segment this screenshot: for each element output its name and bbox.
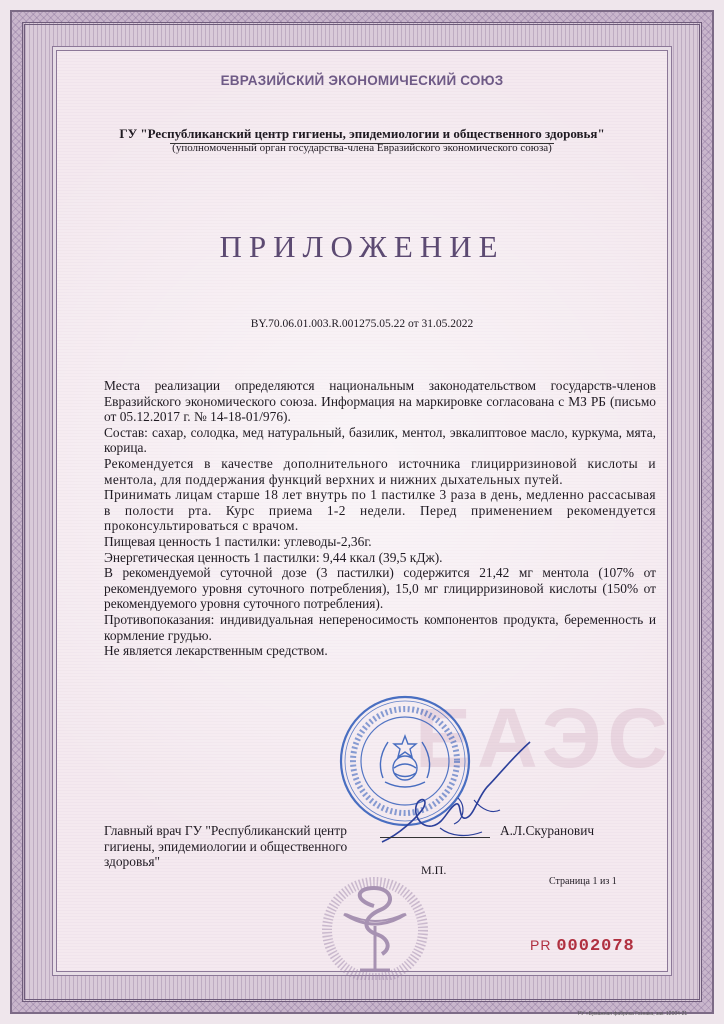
handwritten-signature [370,740,540,860]
paragraph-sales: Места реализации определяются национальным законодательством государств-членов Евразийского экономического союза. Информация на маркировке согласована с МЗ РБ (письмо от 05.12.2017 г. № 14-18-01/976). [104,378,656,425]
paragraph-dosage: Принимать лицам старше 18 лет внутрь по 1 пастилке 3 раза в день, медленно рассасывая в полости рта. Курс приема 1-2 недели. Перед применением рекомендуется проконсультироваться с врачом. [104,487,656,534]
document-heading: ПРИЛОЖЕНИЕ [219,229,505,264]
printer-note: РУ «Бумажная фабрика Гознака, зак. 12004-21 [578,1011,688,1017]
paragraph-nutrition: Пищевая ценность 1 пастилки: углеводы-2,36г. [104,533,372,549]
paragraph-energy: Энергетическая ценность 1 пастилки: 9,44 ккал (39,5 кДж). [104,549,443,565]
body-text [104,378,656,659]
organization-name: ГУ "Республиканский центр гигиены, эпидемиологии и общественного здоровья" [119,126,605,141]
seal-label: М.П. [421,863,447,877]
signature-line [380,837,490,838]
organization-note: (уполномоченный орган государства-члена Евразийского экономического союза) [172,142,552,154]
watermark-eaes: ЕАЭС [415,691,675,785]
document-number: BY.70.06.01.003.R.001275.05.22 от 31.05.2022 [250,318,474,330]
signatory-name: А.Л.Скуранович [500,823,595,838]
paragraph-not-medicine: Не является лекарственным средством. [104,643,328,659]
union-title: ЕВРАЗИЙСКИЙ ЭКОНОМИЧЕСКИЙ СОЮЗ [220,73,504,88]
paragraph-composition: Состав: сахар, солодка, мед натуральный, базилик, ментол, эвкалиптовое масло, куркума, мята, корица. [104,424,656,456]
serial-prefix: PR [530,937,552,953]
paragraph-contraindications: Противопоказания: индивидуальная непереносимость компонентов продукта, беременность и кормление грудью. [104,611,656,643]
paragraph-recommendation: Рекомендуется в качестве дополнительного источника глицирризиновой кислоты и ментола, для поддержания функций верхних и нижних дыхательных путей. [104,455,656,487]
hygiene-emblem-icon [300,870,450,980]
serial-number [530,937,635,956]
serial-digits: 0002078 [556,937,635,956]
signatory-position: Главный врач ГУ "Республиканский центр гигиены, эпидемиологии и общественного здоровья" [104,823,348,870]
page-number: Страница 1 из 1 [549,876,617,887]
paragraph-daily-dose: В рекомендуемой суточной дозе (3 пастилки) содержится 21,42 мг ментола (107% от рекомендуемого уровня суточного потребления), 15,0 мг глицирризиновой кислоты (150% от рекомендуемого уровня суточного потребления). [104,565,656,612]
